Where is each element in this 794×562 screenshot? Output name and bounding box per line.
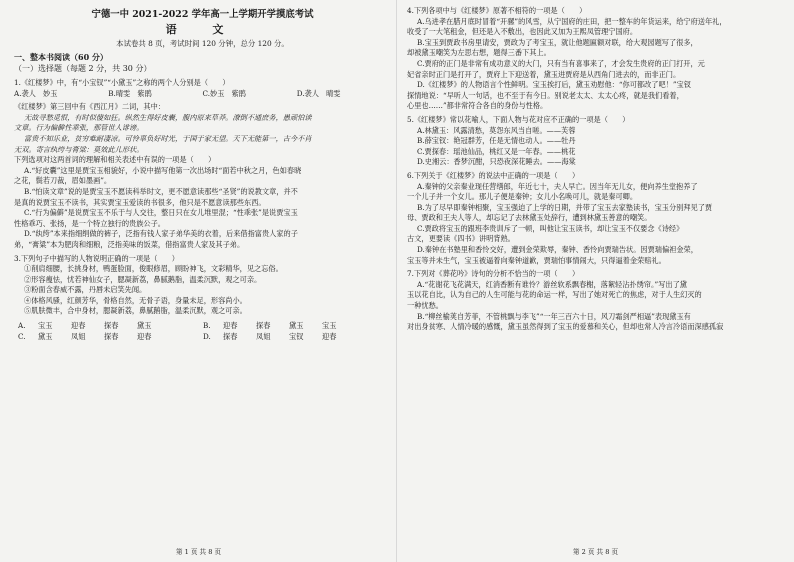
- q6-option-line: A.秦钟的父亲秦业现任营缮郎，年近七十，夫人早亡。因当年无儿女，便向养生堂抱养了: [417, 181, 698, 191]
- q5-option-b: B.薛宝钗：艳冠群芳，任是无情也动人。——牡丹: [417, 136, 576, 146]
- q2-option-line: B.“怕读文章”说的是贾宝玉不愿读科举时文，更不愿意读那些“圣贤”的说教文章，并不: [24, 186, 298, 196]
- q6-option-line: 古文，更要读《四书》讲明背熟。: [407, 234, 515, 244]
- q1-option-a: A.袭人 妙玉: [14, 88, 58, 98]
- q3-cell: 迎春: [223, 321, 238, 331]
- q5-stem: 5.《红楼梦》常以花喻人，下面人物与花对应不正确的一项是（ ）: [407, 114, 630, 124]
- q3-cell: D.: [203, 332, 211, 342]
- q6-option-line: B.为了尽早即秦钟相聚，宝玉强迫了上学的日期，并带了宝玉去家塾读书，宝玉分别拜见了贾: [417, 202, 713, 212]
- q6-option-line: 一个儿子并一个女儿。那儿子便是秦钟；女儿小名唤可儿，就是秦可卿。: [407, 192, 638, 202]
- q2-option-line: A.“好皮囊”这里是贾宝玉相貌好，小说中描写他第一次出场时“面若中秋之月，色如春晓: [24, 165, 302, 175]
- q7-option-line: B.“柳丝榆荚自芳菲，不管桃飘与李飞”“一年三百六十日，风刀霜剑严相逼”表现黛玉有: [417, 311, 691, 321]
- page-footer: 第 2 页 共 8 页: [572, 548, 619, 556]
- q4-option-line: D.《红楼梦》的人物语言个性鲜明。宝玉挨打后，黛玉劝慰他：“你可都改了吧！”宝钗: [417, 80, 691, 90]
- q3-cell: 探春: [256, 321, 271, 331]
- q4-stem: 4.下列各项中与《红楼梦》原著不相符的一项是（ ）: [407, 6, 587, 15]
- q6-option-line: 宝玉等并未生气，宝玉被逼着向秦钟道歉，贾瑞怕事情闹大，只得逼着金荣赔礼。: [407, 255, 666, 265]
- q3-cell: 迎春: [71, 321, 86, 331]
- q3-cell: 黛玉: [289, 321, 304, 331]
- q2-option-line: 是真的说贾宝玉不读书，其实贾宝玉爱读的书很多，他只是不愿意读那些东西。: [14, 197, 266, 207]
- q2-option-line: 之花，鬓若刀裁，眉如墨画”。: [14, 176, 112, 186]
- q2-poem-line: 文章。行为偏僻性乖张，那管世人诽谤。: [14, 123, 144, 133]
- q3-cell: 宝玉: [38, 321, 53, 331]
- q7-option-line: 一种忧愁。: [407, 301, 443, 311]
- q2-option-line: C.“行为偏僻”是说贾宝玉不乐于与人交往，整日只在女儿堆里混；“性乖张”是说贾宝玉: [24, 208, 298, 218]
- q4-option-line: C.贾府的正门是非常有成功意义的大门，只有当有喜事来了，才会发生贵府的正门打开，元: [417, 58, 705, 68]
- right-page: [397, 0, 794, 562]
- q6-option-line: 母、贾政和王夫人等人，却忘记了去林黛玉处辞行，遭到林黛玉善意的嘲笑。: [407, 213, 652, 223]
- q2-poem-line: 无故寻愁觅恨，有时似傻如狂。纵然生得好皮囊，腹内原来草莽。潦倒不通庶务，愚顽怕读: [24, 112, 312, 122]
- subject-heading: 语 文: [165, 23, 240, 36]
- q2-option-line: 弟，“膏粱”本为肥肉和细粮，泛指美味的饭菜，借指富贵人家及其子弟。: [14, 239, 245, 249]
- q1-option-c: C.妙玉 紫鹃: [202, 88, 246, 98]
- q1-option-d: D.袭人 晴雯: [296, 88, 341, 98]
- q3-item: ③粉面含春威不露，丹唇未启笑先闻。: [24, 285, 147, 295]
- q7-option-line: 玉以花自比，认为自己的人生可能与花的命运一样，写出了她对死亡的焦虑，对于人生幻灭的: [407, 290, 702, 300]
- q3-cell: 凤姐: [71, 332, 86, 342]
- exam-title: 宁德一中 2021-2022 学年高一上学期开学摸底考试: [91, 9, 314, 20]
- q3-cell: 黛玉: [38, 332, 53, 342]
- q1-option-b: B.晴雯 紫鹃: [108, 88, 152, 98]
- q7-option-line: 对出身贫寒、人情冷暖的感慨，黛玉虽然得到了宝玉的爱慕和关心，但却也常人冷言冷语而深感孤寂: [407, 322, 724, 332]
- q3-cell: 黛玉: [137, 321, 152, 331]
- q3-item: ②形容瘦怯，忧若神仙女子，腮凝新荔，鼻腻鹅脂，温柔沉默，观之可亲。: [24, 274, 262, 284]
- q4-option-line: 探情地说：“早听人一句话，也不至于有今日。别说老太太、太太心疼，就是我们看着，: [407, 90, 684, 100]
- q2-stem: 下列选项对这两首词的理解和相关表述中有误的一项是（ ）: [14, 155, 216, 165]
- q3-cell: 凤姐: [256, 332, 271, 342]
- q2-option-line: 性格乖巧、张扬，是一个特立独行的贵族公子。: [14, 218, 165, 228]
- q4-option-line: B.宝玉到贾政书房里请安，贾政为了考宝玉，就让他题匾额对联，给大观园题写了很多，: [417, 37, 698, 47]
- q3-item: ①削肩细腰，长挑身材，鸭蛋脸面，俊眼修眉，顾盼神飞，文彩精华，见之忘俗。: [24, 264, 283, 274]
- q5-option-d: D.史湘云：香梦沉酣，只恐夜深花睡去。——海棠: [417, 157, 576, 167]
- q6-option-line: C.贾政将宝玉的跟班李贵训斥了一顿，叫他让宝玉读书，却让宝玉不仅要念《诗经》: [417, 223, 684, 233]
- q3-stem: 3.下列句子中描写的人物说明正确的一项是（ ）: [14, 253, 179, 263]
- q4-option-line: 收受了一大笔租金，但还是入不敷出，也因此又加为王熙凤管理宁国府。: [407, 27, 638, 37]
- q2-intro: 《红楼梦》第三回中有《西江月》二词，其中：: [14, 102, 165, 112]
- q7-option-line: A.“花谢花飞花满天，红消香断有谁怜？游丝软系飘春榭，落絮轻沾扑绣帘。”写出了黛: [417, 279, 687, 289]
- q2-poem-line: 无双。寄言纨绔与膏粱：莫效此儿形状。: [14, 144, 144, 154]
- q3-cell: 探春: [223, 332, 238, 342]
- q1-options: [14, 89, 391, 100]
- q5-option-a: A.林黛玉：风露清愁，莫怨东风当自嗟。——芙蓉: [417, 125, 576, 135]
- q3-item: ④体格风骚，红颜芳华，骨格自然，无骨子语，身量未足，形容尚小。: [24, 295, 247, 305]
- q3-cell: 宝钗: [289, 332, 304, 342]
- q3-answer-table: [18, 320, 391, 342]
- q4-option-line: A.乌进孝在腊月底时冒着“开骡”的风雪，从宁国府的庄田，把一整车的年货运来，给宁府送年礼，: [417, 16, 727, 26]
- section-heading: 一、整本书阅读（60 分）: [14, 52, 108, 62]
- q3-cell: 迎春: [322, 332, 337, 342]
- q4-option-line: 却被黛玉嘲笑为左思右想，题得三番下其上。: [407, 48, 551, 58]
- q5-option-c: C.贾探春：瑶池仙品，桃红又是一年春。——桃花: [417, 146, 576, 156]
- q3-cell: 探春: [104, 332, 119, 342]
- q2-poem-line: 富贵不知乐业，贫穷难耐凄凉。可怜辜负好时光，于国于家无望。天下无能第一，古今不肖: [24, 133, 312, 143]
- q3-cell: 宝玉: [322, 321, 337, 331]
- q3-cell: 迎春: [137, 332, 152, 342]
- q2-option-line: D.“纨绔”本来指细绢做的裤子，泛指有钱人家子弟华美的衣着，后来借指富贵人家的子: [24, 229, 298, 239]
- q4-option-line: 心里也……”都非常符合各自的身份与性格。: [407, 101, 548, 111]
- q3-cell: 探春: [104, 321, 119, 331]
- q6-stem: 6.下列关于《红楼梦》的说法中正确的一项是（ ）: [407, 170, 580, 180]
- q1-stem: 1.《红楼梦》中，有“小宝钗”“小黛玉”之称的两个人分别是（ ）: [14, 78, 230, 87]
- q7-stem: 7.下列对《葬花吟》诗句的分析不恰当的一项（ ）: [407, 269, 580, 279]
- q4-option-line: 妃省亲时正门是打开了，贾府上下迎送着，黛玉进贾府是从西角门进去的，而非正门。: [407, 69, 681, 79]
- q3-cell: C.: [18, 332, 26, 342]
- part-heading: （一）选择题（每题 2 分，共 30 分）: [14, 64, 152, 73]
- q3-cell: B.: [203, 321, 211, 331]
- q3-item: ⑤肌肤微丰，合中身材，腮凝新荔，鼻腻鹅脂，温柔沉默，观之可亲。: [24, 306, 247, 316]
- q6-option-line: D.秦钟在书塾里和香怜交好，遭到金荣欺辱，秦钟、香怜向贾瑞告状。因贾瑞偏袒金荣，: [417, 245, 698, 255]
- q3-cell: A.: [18, 321, 26, 331]
- page-footer: 第 1 页 共 8 页: [175, 548, 222, 556]
- exam-info: 本试卷共 8 页，考试时间 120 分钟，总分 120 分。: [116, 39, 289, 48]
